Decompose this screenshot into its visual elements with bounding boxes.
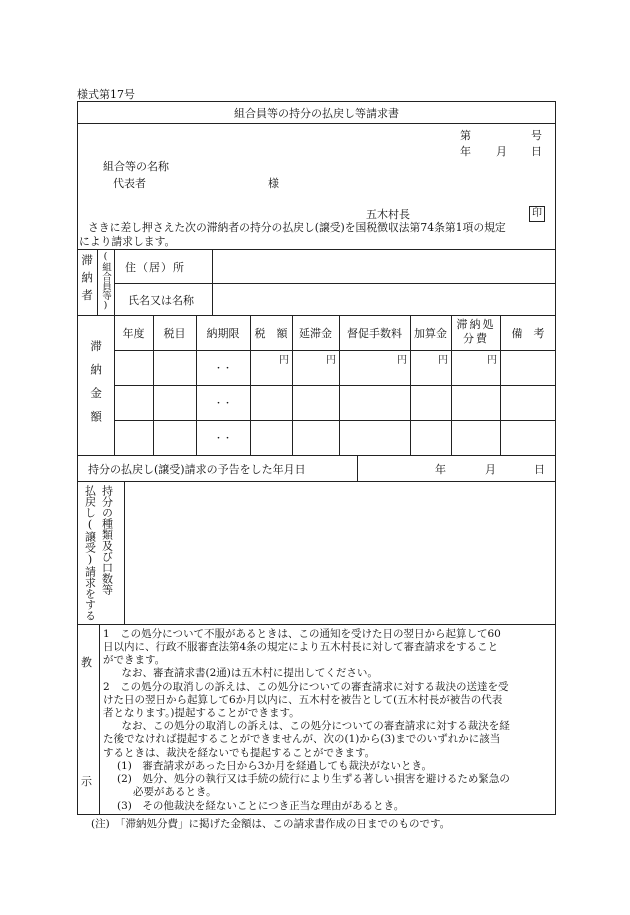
- teaching-line-12: (2) 処分、処分の執行又は手続の続行により生ずる著しい損害を避けるため緊急の: [117, 773, 510, 785]
- amount-row-3: [114, 420, 556, 421]
- header-tax-item: 税目: [163, 327, 186, 340]
- delinquent-col-a: [97, 249, 98, 315]
- notice-date-label: 持分の払戻し(譲受)請求の予告をした年月日: [88, 463, 306, 476]
- share-col-divider: [124, 481, 125, 624]
- teaching-line-3: ができます。: [103, 654, 166, 666]
- yen-late-fee: 円: [326, 355, 336, 366]
- form-title: 組合員等の持分の払戻し等請求書: [234, 107, 399, 120]
- share-label-col1: 払戻し(譲受)請求をする: [83, 485, 97, 621]
- union-name-label: 組合等の名称: [103, 160, 169, 173]
- divider-notice-top: [77, 455, 556, 456]
- divider-delinquent-top: [77, 249, 556, 250]
- delinquent-col-b: [114, 249, 115, 315]
- teaching-line-6: けた日の翌日から起算して6か月以内に、五木村を被告として(五木村長が被告の代表: [103, 694, 503, 706]
- address-label: 住（居）所: [125, 261, 185, 274]
- intro-line-1: さきに差し押さえた次の滞納者の持分の払戻し(譲受)を国税徴収法第74条第1項の規定: [88, 221, 506, 234]
- header-tax-amount: 税 額: [254, 327, 288, 340]
- form-number: 様式第17号: [77, 88, 135, 101]
- header-fiscal-year: 年度: [122, 327, 145, 340]
- notice-day: 日: [534, 463, 545, 476]
- teaching-line-8: なお、この処分の取消しの訴えは、この処分についての審査請求に対する裁決を経: [111, 720, 510, 732]
- amount-row-2: [114, 385, 556, 386]
- header-due-date: 納期限: [206, 327, 240, 340]
- header-disposition-fee: 滞納処分費: [456, 318, 496, 345]
- teaching-line-7: 者となります。)提起することができます。: [103, 707, 300, 719]
- amount-side-label: 滞納金額: [89, 340, 104, 434]
- share-label-col2: 持分の種類及び口数等: [100, 485, 114, 595]
- notice-col-divider: [357, 455, 358, 481]
- delinquent-side-label: 滞納者: [80, 254, 95, 307]
- teaching-line-5: 2 この処分の取消しの訴えは、この処分についての審査請求に対する裁決の送達を受: [103, 681, 509, 693]
- number-prefix: 第: [460, 129, 471, 142]
- teaching-line-10: するときは、裁決を経ないでも提起することができます。: [103, 747, 376, 759]
- divider-amount-top: [77, 315, 556, 316]
- header-additional-tax: 加算金: [414, 327, 447, 340]
- title-divider: [77, 123, 556, 124]
- number-suffix: 号: [531, 129, 542, 142]
- date-month: 月: [496, 145, 507, 158]
- notice-year: 年: [435, 463, 446, 476]
- yen-reminder-fee: 円: [397, 355, 407, 366]
- intro-line-2: により請求します。: [79, 235, 176, 248]
- teaching-label-top: 教: [81, 656, 92, 669]
- yen-additional-tax: 円: [438, 355, 448, 366]
- delinquent-col-c: [212, 249, 213, 315]
- teaching-line-13: 必要があるとき。: [133, 786, 217, 798]
- notice-month: 月: [485, 463, 496, 476]
- teaching-line-9: た後でなければ提起することができませんが、次の(1)から(3)までのいずれかに該当: [103, 733, 501, 745]
- due-date-dots-1: ・・: [213, 364, 232, 374]
- representative-label: 代表者: [113, 177, 146, 190]
- honorific: 様: [268, 177, 279, 190]
- divider-share-top: [77, 481, 556, 482]
- due-date-dots-2: ・・: [213, 399, 232, 409]
- date-year: 年: [460, 145, 471, 158]
- divider-teaching-top: [77, 624, 556, 625]
- header-late-fee: 延滞金: [299, 327, 332, 340]
- teaching-col-divider: [99, 624, 100, 815]
- seal-mark: 印: [529, 206, 545, 222]
- teaching-line-1: 1 この処分について不服があるときは、この通知を受けた日の翌日から起算して60: [103, 628, 501, 640]
- teaching-line-14: (3) その他裁決を経ないことにつき正当な理由があるとき。: [117, 800, 405, 812]
- header-remarks: 備 考: [511, 327, 545, 340]
- name-label: 氏名又は名称: [128, 294, 194, 307]
- date-day: 日: [531, 145, 542, 158]
- teaching-line-2: 日以内に、行政不服審査法第4条の規定により五木村長に対して審査請求をすること: [103, 641, 499, 653]
- teaching-label-bottom: 示: [81, 775, 92, 788]
- mayor-name: 五木村長: [366, 208, 410, 221]
- header-reminder-fee: 督促手数料: [347, 327, 402, 340]
- yen-tax-amount: 円: [279, 355, 289, 366]
- yen-disposition-fee: 円: [487, 355, 497, 366]
- teaching-line-11: (1) 審査請求があった日から3か月を経過しても裁決がないとき。: [117, 760, 433, 772]
- footnote: (注) 「滞納処分費」に掲げた金額は、この請求書作成の日までのものです。: [91, 818, 451, 830]
- due-date-dots-3: ・・: [213, 434, 232, 444]
- delinquent-side-sub: (組合員等): [99, 251, 111, 311]
- teaching-line-4: なお、審査請求書(2通)は五木村に提出してください。: [111, 667, 378, 679]
- delinquent-row-divider: [114, 283, 556, 284]
